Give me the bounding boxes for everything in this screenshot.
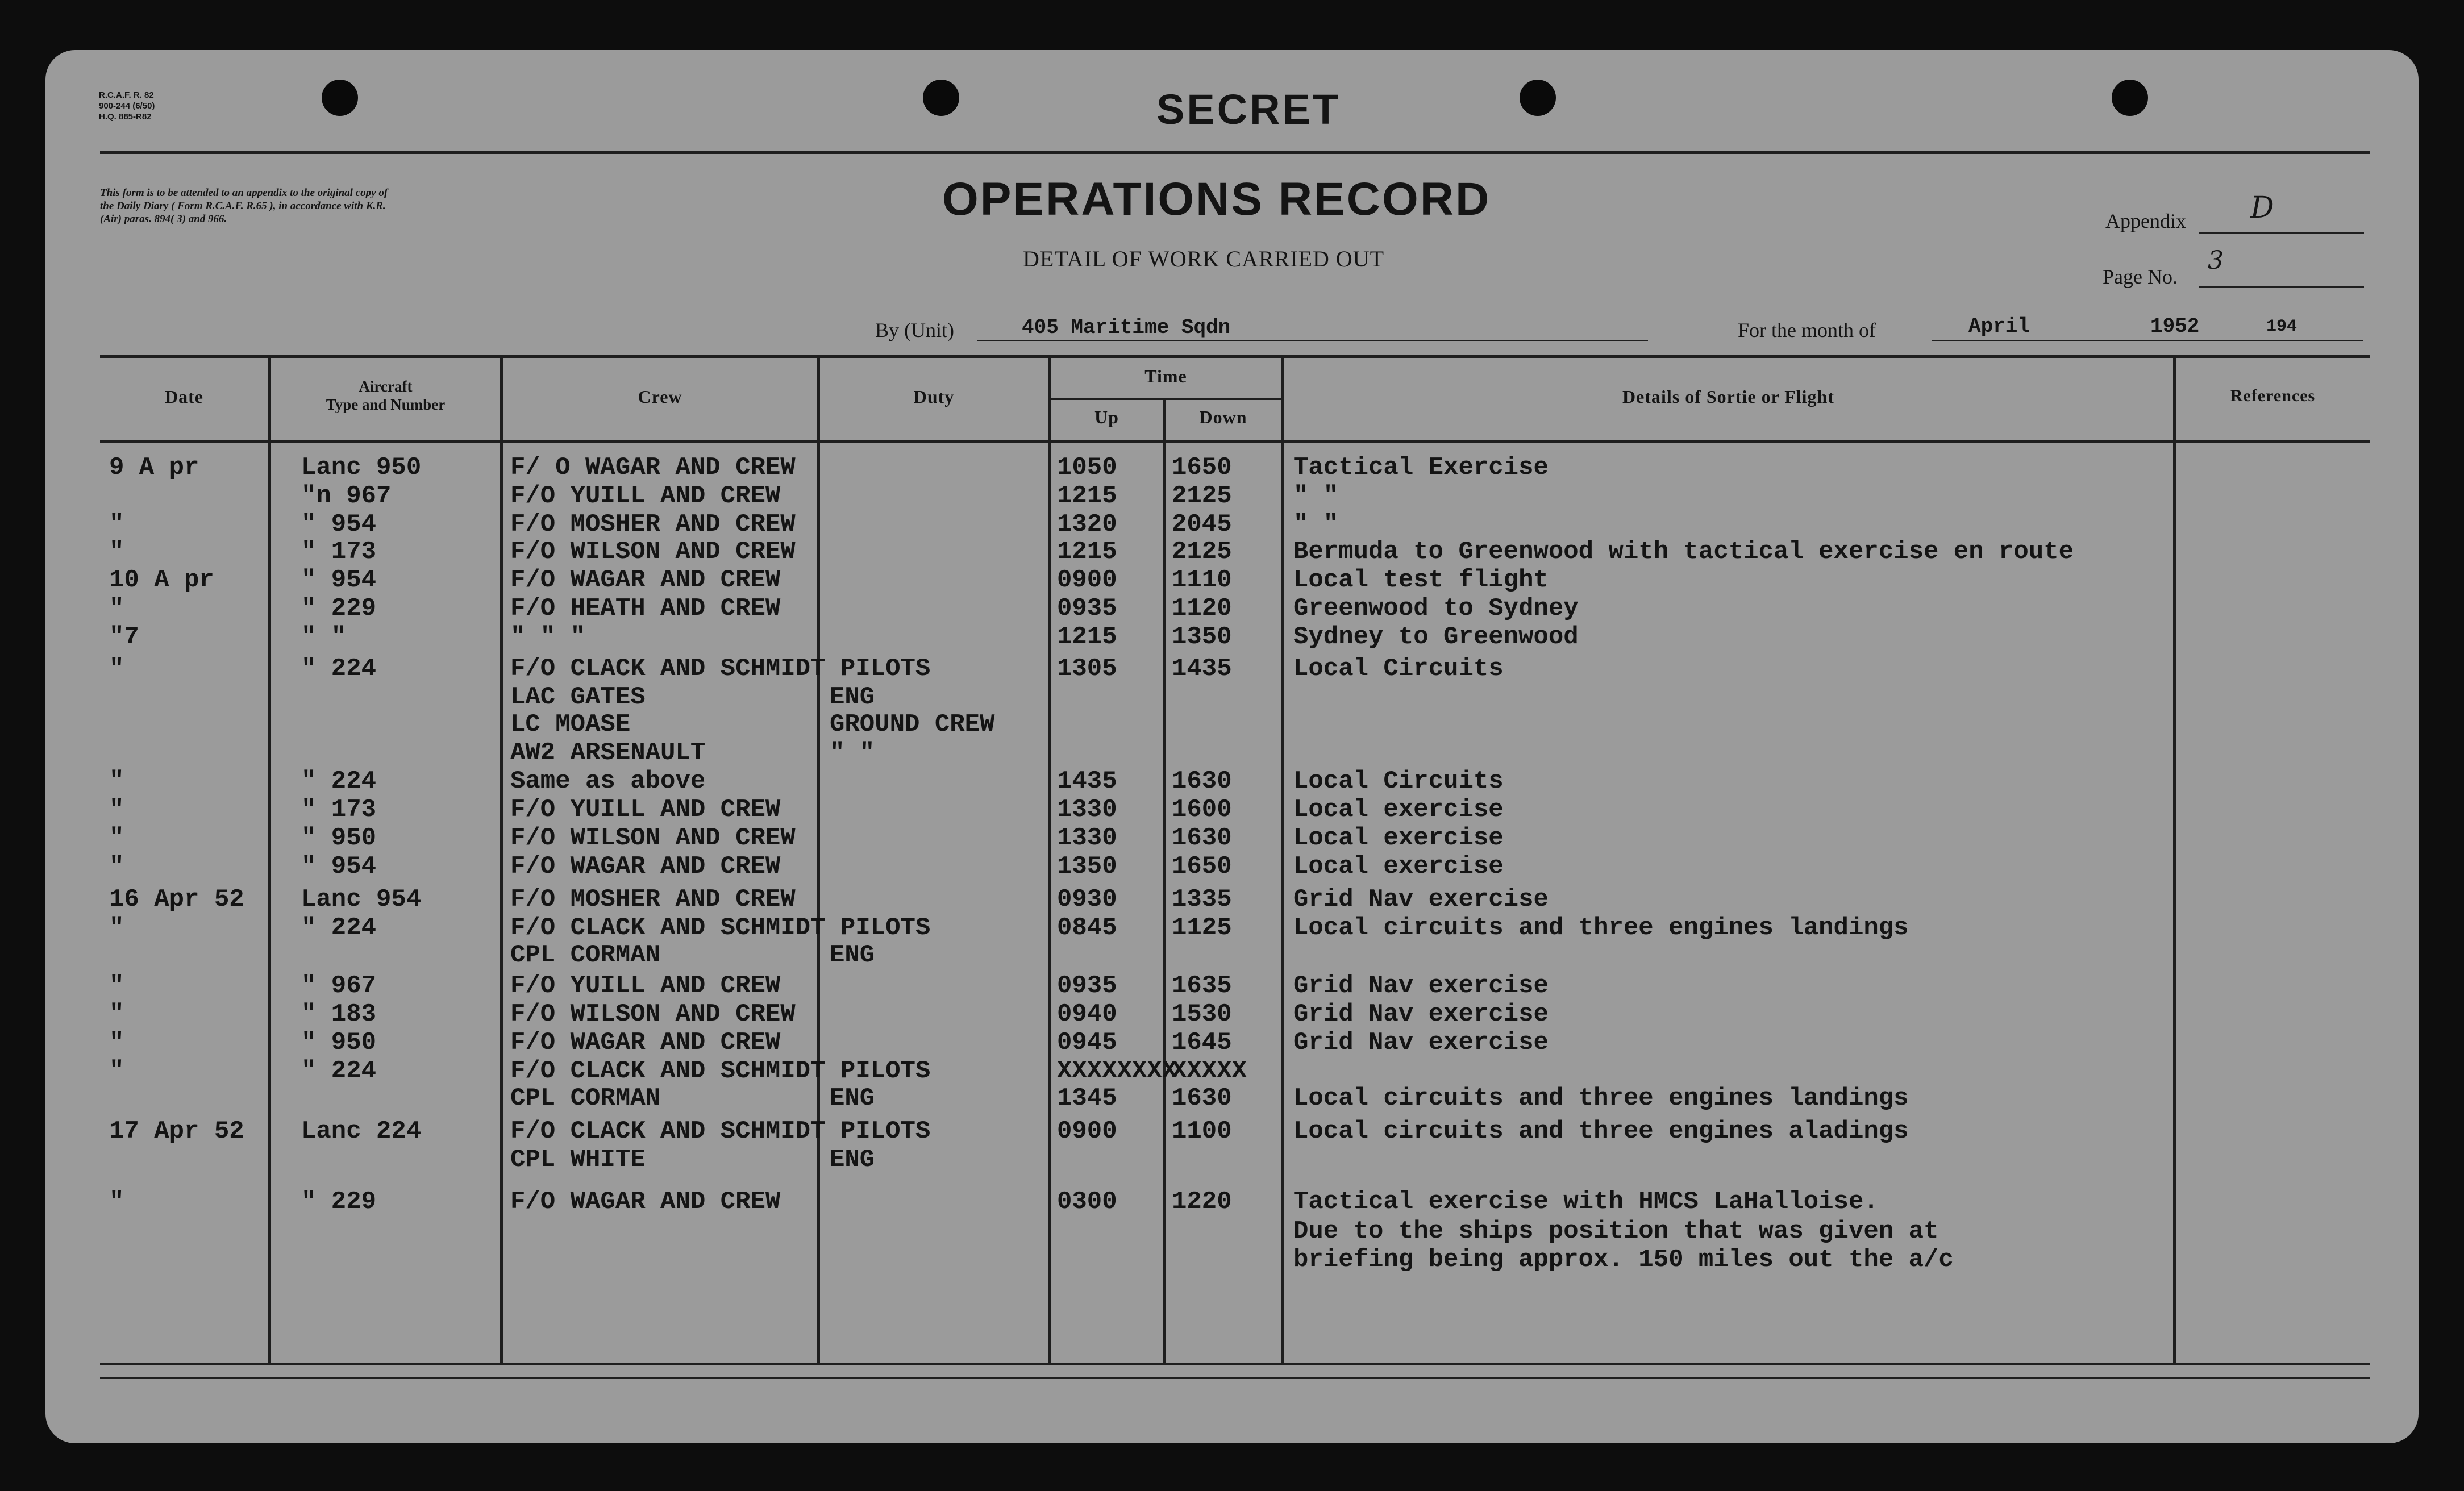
col-rule bbox=[2173, 355, 2176, 1365]
col-rule bbox=[1163, 398, 1166, 1365]
cell-time-down: 1100 bbox=[1172, 1117, 1232, 1146]
cell-aircraft: "n 967 bbox=[301, 482, 392, 510]
cell-duty: ENG bbox=[830, 941, 875, 969]
col-rule bbox=[1281, 355, 1284, 1365]
cell-date: " bbox=[109, 1057, 124, 1085]
cell-aircraft: Lanc 950 bbox=[301, 453, 422, 482]
cell-details: Grid Nav exercise bbox=[1293, 1000, 1549, 1028]
cell-crew: F/O WAGAR AND CREW bbox=[510, 1188, 781, 1216]
cell-time-down: 1350 bbox=[1172, 623, 1232, 651]
month-line bbox=[1932, 340, 2363, 341]
header-details: Details of Sortie or Flight bbox=[1622, 386, 1834, 407]
cell-time-down: 1125 bbox=[1172, 914, 1232, 942]
cell-details: Local exercise bbox=[1293, 824, 1504, 852]
cell-aircraft: Lanc 224 bbox=[301, 1117, 422, 1146]
cell-time-down: 1635 bbox=[1172, 972, 1232, 1000]
header-aircraft bbox=[271, 377, 500, 414]
cell-crew: LC MOASE bbox=[510, 710, 631, 739]
cell-time-down: 1435 bbox=[1172, 655, 1232, 683]
cell-time-down: 1630 bbox=[1172, 824, 1232, 852]
cell-details: Local Circuits bbox=[1293, 767, 1504, 796]
cell-duty: GROUND CREW bbox=[830, 710, 995, 739]
cell-time-up: 1050 bbox=[1057, 453, 1117, 482]
cell-duty: ENG bbox=[830, 1084, 875, 1113]
cell-duty: ENG bbox=[830, 1146, 875, 1174]
appendix-value: D bbox=[2250, 191, 2274, 225]
cell-date: " bbox=[109, 914, 124, 942]
cell-crew: F/O WAGAR AND CREW bbox=[510, 566, 781, 594]
cell-crew: F/O CLACK AND SCHMIDT PILOTS bbox=[510, 655, 931, 683]
cell-date: " bbox=[109, 594, 124, 623]
cell-time-down: 1110 bbox=[1172, 566, 1232, 594]
cell-date: 10 A pr bbox=[109, 566, 214, 594]
cell-details: briefing being approx. 150 miles out the a/c bbox=[1293, 1246, 1954, 1274]
cell-details: Grid Nav exercise bbox=[1293, 1028, 1549, 1057]
cell-crew: F/O MOSHER AND CREW bbox=[510, 885, 796, 914]
cell-crew: CPL CORMAN bbox=[510, 941, 661, 969]
cell-date: " bbox=[109, 767, 124, 796]
cell-date: " bbox=[109, 510, 124, 539]
cell-time-down: 1650 bbox=[1172, 453, 1232, 482]
cell-date: " bbox=[109, 824, 124, 852]
form-instruction-note: This form is to be attended to an appendix to the original copy of the Daily Diary ( Form R.C.A.F. R.65 ), in accordance with K.R. (Air) paras. 894( 3) and 966. bbox=[100, 187, 388, 225]
col-rule bbox=[1048, 355, 1051, 1365]
cell-aircraft: " 967 bbox=[301, 972, 377, 1000]
form-id-line: R.C.A.F. R. 82 bbox=[99, 90, 154, 100]
cell-aircraft: " 224 bbox=[301, 767, 377, 796]
cell-time-up: 1215 bbox=[1057, 482, 1117, 510]
cell-aircraft: Lanc 954 bbox=[301, 885, 422, 914]
punch-hole bbox=[923, 80, 959, 116]
appendix-label: Appendix bbox=[2105, 210, 2186, 232]
form-id-line: 900-244 (6/50) bbox=[99, 101, 155, 111]
cell-date: " bbox=[109, 1028, 124, 1057]
operations-record-form bbox=[45, 50, 2419, 1443]
table-bottom-rule-2 bbox=[100, 1377, 2370, 1379]
cell-time-down: 2045 bbox=[1172, 510, 1232, 539]
page-no-value: 3 bbox=[2208, 246, 2224, 275]
header-date: Date bbox=[165, 386, 203, 407]
cell-time-up: 0940 bbox=[1057, 1000, 1117, 1028]
cell-aircraft: " 950 bbox=[301, 1028, 377, 1057]
cell-time-up: 0300 bbox=[1057, 1188, 1117, 1216]
header-references: References bbox=[2230, 386, 2316, 405]
header-down: Down bbox=[1199, 407, 1247, 427]
cell-crew: Same as above bbox=[510, 767, 706, 796]
cell-date: " bbox=[109, 538, 124, 566]
cell-crew: F/O YUILL AND CREW bbox=[510, 482, 781, 510]
cell-date: 9 A pr bbox=[109, 453, 199, 482]
cell-aircraft: " 173 bbox=[301, 796, 377, 824]
cell-time-up: 1435 bbox=[1057, 767, 1117, 796]
header-bottom-rule bbox=[100, 440, 2370, 443]
cell-details: Tactical exercise with HMCS LaHalloise. bbox=[1293, 1188, 1879, 1216]
cell-time-up: XXXXXXXX bbox=[1057, 1057, 1177, 1085]
cell-crew: F/ O WAGAR AND CREW bbox=[510, 453, 796, 482]
page-title: OPERATIONS RECORD bbox=[942, 173, 1491, 225]
cell-crew: F/O CLACK AND SCHMIDT PILOTS bbox=[510, 1057, 931, 1085]
cell-time-up: 1320 bbox=[1057, 510, 1117, 539]
cell-crew: F/O WILSON AND CREW bbox=[510, 824, 796, 852]
cell-details: Local test flight bbox=[1293, 566, 1549, 594]
form-id bbox=[99, 90, 155, 122]
col-rule bbox=[500, 355, 503, 1365]
cell-crew: AW2 ARSENAULT bbox=[510, 739, 706, 767]
cell-details: Bermuda to Greenwood with tactical exercise en route bbox=[1293, 538, 2074, 566]
cell-crew: F/O HEATH AND CREW bbox=[510, 594, 781, 623]
cell-time-down: 1220 bbox=[1172, 1188, 1232, 1216]
cell-time-down: 1120 bbox=[1172, 594, 1232, 623]
col-rule bbox=[268, 355, 271, 1365]
cell-time-down: 1630 bbox=[1172, 767, 1232, 796]
year-value: 1952 bbox=[2150, 315, 2200, 338]
cell-aircraft: " 173 bbox=[301, 538, 377, 566]
cell-details: Grid Nav exercise bbox=[1293, 972, 1549, 1000]
cell-date: " bbox=[109, 796, 124, 824]
cell-details: Greenwood to Sydney bbox=[1293, 594, 1579, 623]
cell-details: Tactical Exercise bbox=[1293, 453, 1549, 482]
cell-crew: F/O YUILL AND CREW bbox=[510, 972, 781, 1000]
header-duty: Duty bbox=[913, 386, 955, 407]
cell-time-up: 0900 bbox=[1057, 566, 1117, 594]
cell-time-down: 1530 bbox=[1172, 1000, 1232, 1028]
cell-crew: F/O WILSON AND CREW bbox=[510, 1000, 796, 1028]
cell-details: Local exercise bbox=[1293, 852, 1504, 881]
unit-label: By (Unit) bbox=[875, 319, 954, 341]
header-crew: Crew bbox=[638, 386, 682, 407]
cell-details: Due to the ships position that was given at bbox=[1293, 1217, 1939, 1246]
page-subtitle: DETAIL OF WORK CARRIED OUT bbox=[1023, 246, 1385, 272]
cell-time-up: 1215 bbox=[1057, 623, 1117, 651]
cell-time-up: 1305 bbox=[1057, 655, 1117, 683]
cell-duty: " " bbox=[830, 739, 875, 767]
cell-time-up: 1330 bbox=[1057, 824, 1117, 852]
cell-date: " bbox=[109, 655, 124, 683]
cell-aircraft: " 950 bbox=[301, 824, 377, 852]
page-no-line bbox=[2199, 286, 2364, 288]
cell-date: " bbox=[109, 972, 124, 1000]
cell-aircraft: " 229 bbox=[301, 1188, 377, 1216]
punch-hole bbox=[322, 80, 358, 116]
unit-value: 405 Maritime Sqdn bbox=[1022, 316, 1231, 339]
punch-hole bbox=[2112, 80, 2148, 116]
cell-crew: CPL CORMAN bbox=[510, 1084, 661, 1113]
cell-time-up: 0945 bbox=[1057, 1028, 1117, 1057]
unit-line bbox=[977, 340, 1648, 341]
form-id-line: H.Q. 885-R82 bbox=[99, 112, 152, 122]
cell-aircraft: " 224 bbox=[301, 1057, 377, 1085]
cell-details: Local circuits and three engines aladings bbox=[1293, 1117, 1909, 1146]
cell-details: Local circuits and three engines landings bbox=[1293, 914, 1909, 942]
cell-crew: " " " bbox=[510, 623, 586, 651]
col-rule bbox=[817, 355, 820, 1365]
cell-aircraft: " 954 bbox=[301, 510, 377, 539]
cell-date: "7 bbox=[109, 623, 139, 651]
cell-time-up: 0930 bbox=[1057, 885, 1117, 914]
cell-crew: F/O CLACK AND SCHMIDT PILOTS bbox=[510, 1117, 931, 1146]
punch-hole bbox=[1520, 80, 1556, 116]
cell-time-down: 2125 bbox=[1172, 538, 1232, 566]
cell-details: Local Circuits bbox=[1293, 655, 1504, 683]
cell-aircraft: " 183 bbox=[301, 1000, 377, 1028]
cell-date: 17 Apr 52 bbox=[109, 1117, 244, 1146]
cell-time-up: 1215 bbox=[1057, 538, 1117, 566]
month-label: For the month of bbox=[1738, 319, 1876, 341]
cell-time-down: 1650 bbox=[1172, 852, 1232, 881]
cell-time-up: 1350 bbox=[1057, 852, 1117, 881]
table-bottom-rule bbox=[100, 1363, 2370, 1365]
page-no-label: Page No. bbox=[2103, 265, 2178, 288]
cell-details: Local exercise bbox=[1293, 796, 1504, 824]
cell-crew: F/O CLACK AND SCHMIDT PILOTS bbox=[510, 914, 931, 942]
cell-time-up: 0935 bbox=[1057, 972, 1117, 1000]
cell-time-up: 0845 bbox=[1057, 914, 1117, 942]
cell-time-down: 1630 bbox=[1172, 1084, 1232, 1113]
cell-aircraft: " 954 bbox=[301, 852, 377, 881]
cell-crew: F/O YUILL AND CREW bbox=[510, 796, 781, 824]
cell-aircraft: " 229 bbox=[301, 594, 377, 623]
cell-duty: ENG bbox=[830, 683, 875, 711]
secret-stamp: SECRET bbox=[1156, 86, 1341, 133]
cell-details: Sydney to Greenwood bbox=[1293, 623, 1579, 651]
cell-aircraft: " 224 bbox=[301, 655, 377, 683]
cell-time-down: XXXXX bbox=[1172, 1057, 1247, 1085]
cell-details: " " bbox=[1293, 510, 1339, 539]
cell-aircraft: " 954 bbox=[301, 566, 377, 594]
cell-crew: F/O WAGAR AND CREW bbox=[510, 852, 781, 881]
cell-date: " bbox=[109, 1188, 124, 1216]
cell-aircraft: " 224 bbox=[301, 914, 377, 942]
month-value: April bbox=[1968, 315, 2030, 338]
cell-time-down: 1600 bbox=[1172, 796, 1232, 824]
cell-crew: F/O WAGAR AND CREW bbox=[510, 1028, 781, 1057]
cell-time-down: 1645 bbox=[1172, 1028, 1232, 1057]
header-aircraft-line2: Type and Number bbox=[326, 396, 446, 413]
header-aircraft-line1: Aircraft bbox=[359, 378, 413, 395]
cell-time-up: 1345 bbox=[1057, 1084, 1117, 1113]
table-top-rule bbox=[100, 355, 2370, 358]
cell-crew: F/O MOSHER AND CREW bbox=[510, 510, 796, 539]
cell-time-up: 0900 bbox=[1057, 1117, 1117, 1146]
cell-crew: F/O WILSON AND CREW bbox=[510, 538, 796, 566]
year-suffix: 194 bbox=[2266, 317, 2297, 336]
top-rule bbox=[100, 151, 2370, 154]
cell-time-up: 1330 bbox=[1057, 796, 1117, 824]
cell-date: " bbox=[109, 852, 124, 881]
header-time: Time bbox=[1144, 366, 1187, 386]
cell-details: " " bbox=[1293, 482, 1339, 510]
cell-details: Local circuits and three engines landings bbox=[1293, 1084, 1909, 1113]
cell-aircraft: " " bbox=[301, 623, 347, 651]
cell-date: " bbox=[109, 1000, 124, 1028]
cell-crew: CPL WHITE bbox=[510, 1146, 646, 1174]
cell-time-down: 1335 bbox=[1172, 885, 1232, 914]
cell-time-up: 0935 bbox=[1057, 594, 1117, 623]
cell-crew: LAC GATES bbox=[510, 683, 646, 711]
cell-time-down: 2125 bbox=[1172, 482, 1232, 510]
cell-date: 16 Apr 52 bbox=[109, 885, 244, 914]
appendix-line bbox=[2199, 232, 2364, 234]
cell-details: Grid Nav exercise bbox=[1293, 885, 1549, 914]
header-up: Up bbox=[1094, 407, 1119, 427]
